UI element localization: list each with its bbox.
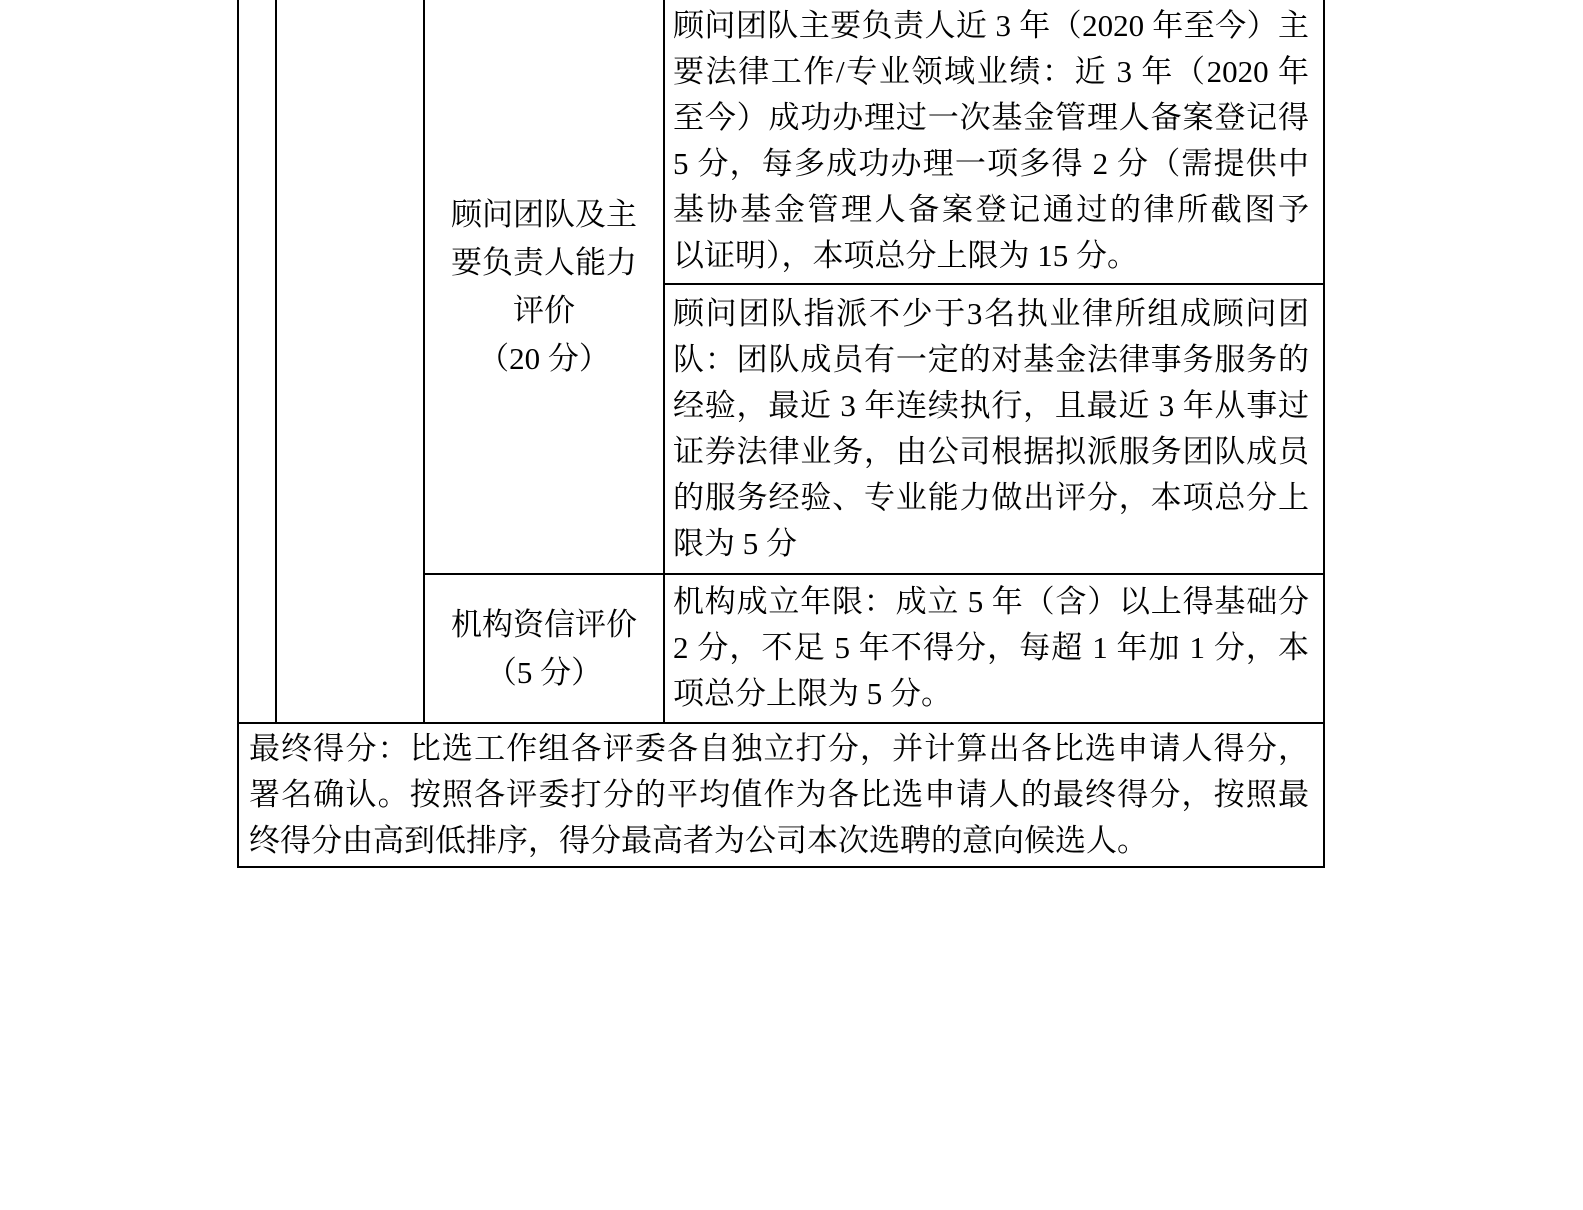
text-line: 要法律工作/专业领域业绩：近 3 年（2020 年: [673, 54, 1309, 89]
text-line: （5 分）: [485, 654, 603, 690]
text-line: 以证明），本项总分上限为 15 分。: [673, 238, 1138, 273]
text-line: 经验，最近 3 年连续执行，且最近 3 年从事过: [673, 388, 1309, 423]
text-line: 顾问团队主要负责人近 3 年（2020 年至今）主: [673, 8, 1309, 43]
evaluation-score-table: [237, 0, 1325, 868]
criterion-cell-team-composition: [665, 285, 1323, 575]
text-line: 要负责人能力: [451, 244, 637, 280]
text-line: 终得分由高到低排序，得分最高者为公司本次选聘的意向候选人。: [249, 823, 1148, 858]
text-line: 机构资信评价: [451, 606, 637, 642]
table-cell-empty-col2: [277, 0, 425, 724]
text-line: （20 分）: [478, 340, 610, 376]
category-cell-team-capability: [425, 0, 665, 575]
text-line: 基协基金管理人备案登记通过的律所截图予: [673, 192, 1309, 227]
text-line: 5 分，每多成功办理一项多得 2 分（需提供中: [673, 146, 1309, 181]
text-line: 最终得分：比选工作组各评委各自独立打分，并计算出各比选申请人得分，: [249, 731, 1309, 766]
criterion-cell-institution-age: [665, 575, 1323, 724]
final-score-note: [239, 724, 1323, 866]
criterion-cell-leader-performance: [665, 0, 1323, 285]
text-line: 的服务经验、专业能力做出评分，本项总分上: [673, 480, 1309, 515]
text-line: 队：团队成员有一定的对基金法律事务服务的: [673, 342, 1309, 377]
text-line: 2 分，不足 5 年不得分，每超 1 年加 1 分，本: [673, 630, 1309, 665]
text-line: 机构成立年限：成立 5 年（含）以上得基础分: [673, 584, 1309, 619]
text-line: 顾问团队指派不少于3名执业律所组成顾问团: [673, 296, 1309, 331]
text-line: 至今）成功办理过一次基金管理人备案登记得: [673, 100, 1309, 135]
table-cell-empty-col1: [239, 0, 277, 724]
text-line: 项总分上限为 5 分。: [673, 676, 952, 711]
text-line: 限为 5 分: [673, 526, 797, 561]
text-line: 顾问团队及主: [451, 196, 637, 232]
text-line: 证券法律业务，由公司根据拟派服务团队成员: [673, 434, 1309, 469]
text-line: 署名确认。按照各评委打分的平均值作为各比选申请人的最终得分，按照最: [249, 777, 1309, 812]
category-cell-institution-credit: [425, 575, 665, 724]
text-line: 评价: [513, 292, 575, 328]
